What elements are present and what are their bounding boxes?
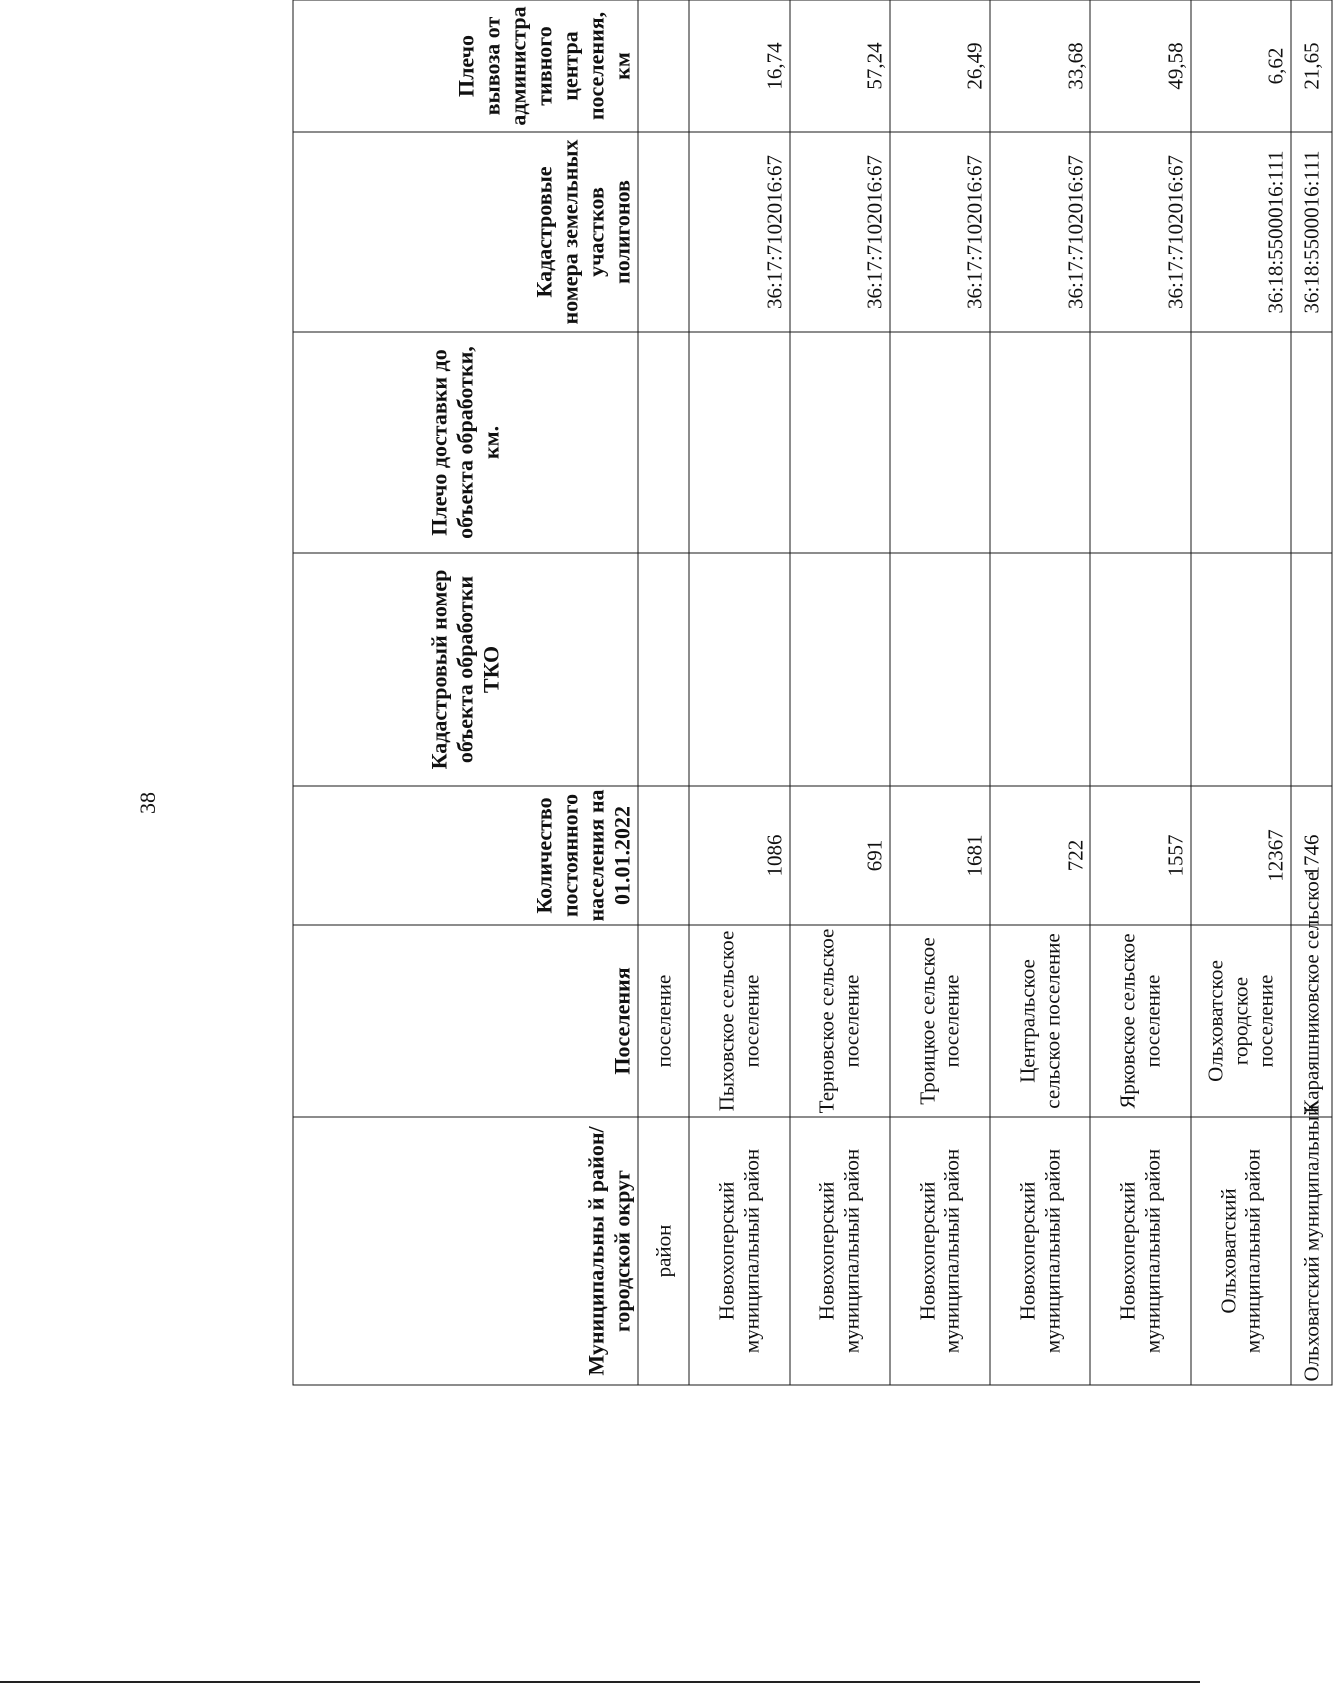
cell-landfill-cadastral: 36:17:7102016:67 xyxy=(890,132,990,332)
table-row xyxy=(1191,0,1291,1385)
cell-district: Ольховатский муниципальный район xyxy=(1191,1117,1291,1385)
cell-population: 691 xyxy=(790,786,890,925)
cell-delivery-distance xyxy=(1291,332,1332,553)
table-row xyxy=(790,0,890,1385)
cell-settlement: Троицкое сельское поселение xyxy=(890,925,990,1117)
cell-settlement: Центральское сельское поселение xyxy=(990,925,1090,1117)
cell-population: 1557 xyxy=(1090,786,1190,925)
cell-district: Новохоперский муниципальный район xyxy=(790,1117,890,1385)
cell-processing-cadastral xyxy=(1291,553,1332,786)
cell-processing-cadastral xyxy=(1090,553,1190,786)
cell-removal-distance: 16,74 xyxy=(689,0,789,132)
table-row xyxy=(689,0,789,1385)
cell-district: Новохоперский муниципальный район xyxy=(990,1117,1090,1385)
cell-district: Новохоперский муниципальный район xyxy=(689,1117,789,1385)
cell-removal-distance: 26,49 xyxy=(890,0,990,132)
cell-delivery-distance xyxy=(890,332,990,553)
cell-removal-distance: 6,62 xyxy=(1191,0,1291,132)
waste-logistics-table xyxy=(293,0,1333,1386)
cell-removal-distance: 33,68 xyxy=(990,0,1090,132)
cell-landfill-cadastral xyxy=(638,132,689,332)
cell-district: Новохоперский муниципальный район xyxy=(1090,1117,1190,1385)
cell-population: 722 xyxy=(990,786,1090,925)
table-row-continued xyxy=(638,0,689,1385)
cell-landfill-cadastral: 36:17:7102016:67 xyxy=(689,132,789,332)
cell-population: 1086 xyxy=(689,786,789,925)
table-row xyxy=(1090,0,1190,1385)
cell-removal-distance: 57,24 xyxy=(790,0,890,132)
cell-removal-distance xyxy=(638,0,689,132)
cell-removal-distance: 49,58 xyxy=(1090,0,1190,132)
cell-processing-cadastral xyxy=(689,553,789,786)
table-row xyxy=(990,0,1090,1385)
cell-settlement: Пыховское сельское поселение xyxy=(689,925,789,1117)
cell-delivery-distance xyxy=(990,332,1090,553)
cell-settlement: Ярковское сельское поселение xyxy=(1090,925,1190,1117)
header-district: Муниципальны й район/ городской округ xyxy=(293,1117,638,1385)
header-delivery-distance: Плечо доставки до объекта обработки, км. xyxy=(293,332,638,553)
header-settlements: Поселения xyxy=(293,925,638,1117)
cell-district: район xyxy=(638,1117,689,1385)
table-row xyxy=(890,0,990,1385)
cell-district: Ольховатский муниципальный xyxy=(1291,1117,1332,1385)
cell-landfill-cadastral: 36:18:5500016:111 xyxy=(1291,132,1332,332)
cell-population: 1746 xyxy=(1291,786,1332,925)
table-header-row xyxy=(293,0,638,1385)
cell-settlement: Терновское сельское поселение xyxy=(790,925,890,1117)
cell-processing-cadastral xyxy=(1191,553,1291,786)
page-number: 38 xyxy=(135,792,160,814)
header-landfill-cadastral: Кадастровые номера земельных участков полигонов xyxy=(293,132,638,332)
cell-population xyxy=(638,786,689,925)
bottom-rule xyxy=(0,1681,1200,1683)
cell-processing-cadastral xyxy=(790,553,890,786)
cell-delivery-distance xyxy=(638,332,689,553)
cell-population: 12367 xyxy=(1191,786,1291,925)
cell-settlement: поселение xyxy=(638,925,689,1117)
cell-district: Новохоперский муниципальный район xyxy=(890,1117,990,1385)
cell-processing-cadastral xyxy=(890,553,990,786)
cell-landfill-cadastral: 36:17:7102016:67 xyxy=(1090,132,1190,332)
cell-settlement: Караяшниковское сельское xyxy=(1291,925,1332,1117)
cell-processing-cadastral xyxy=(638,553,689,786)
cell-delivery-distance xyxy=(1191,332,1291,553)
cell-delivery-distance xyxy=(689,332,789,553)
cell-population: 1681 xyxy=(890,786,990,925)
cell-landfill-cadastral: 36:17:7102016:67 xyxy=(790,132,890,332)
rotated-table-container xyxy=(293,1,1333,1386)
table-row-partial xyxy=(1291,0,1332,1385)
cell-delivery-distance xyxy=(1090,332,1190,553)
header-processing-cadastral: Кадастровый номер объекта обработки ТКО xyxy=(293,553,638,786)
cell-delivery-distance xyxy=(790,332,890,553)
header-population: Количество постоянного населения на 01.01.2022 xyxy=(293,786,638,925)
cell-settlement: Ольховатское городское поселение xyxy=(1191,925,1291,1117)
header-removal-distance: Плечо вывоза от администра тивного центра поселения, км xyxy=(293,0,638,132)
cell-landfill-cadastral: 36:18:5500016:111 xyxy=(1191,132,1291,332)
cell-removal-distance: 21,65 xyxy=(1291,0,1332,132)
cell-processing-cadastral xyxy=(990,553,1090,786)
cell-landfill-cadastral: 36:17:7102016:67 xyxy=(990,132,1090,332)
